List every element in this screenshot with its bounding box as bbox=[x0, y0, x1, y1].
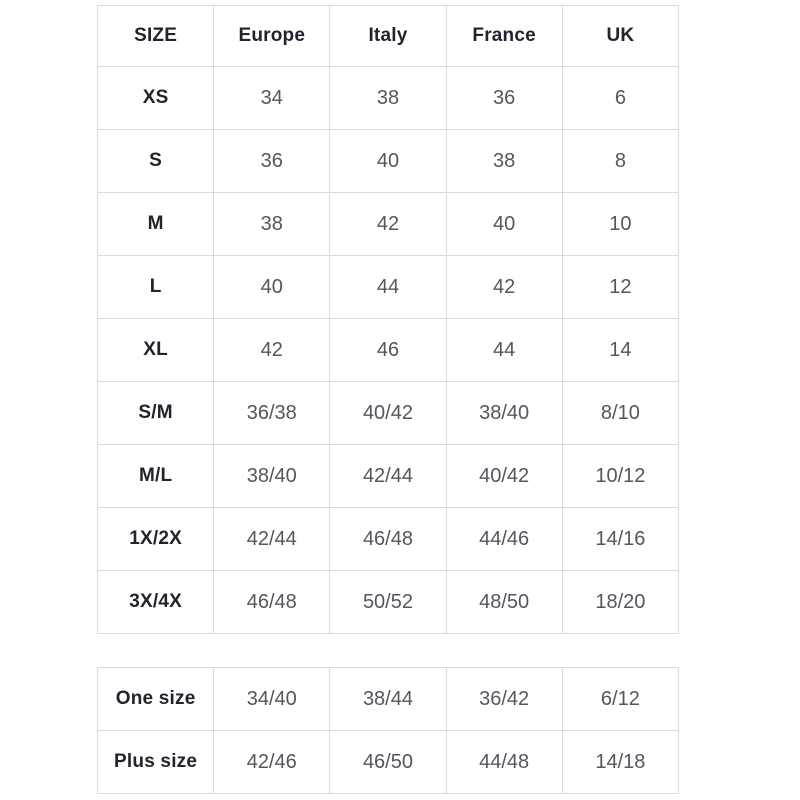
size-value-cell: 8 bbox=[562, 130, 678, 193]
size-table-header bbox=[98, 6, 679, 67]
size-value-cell: 18/20 bbox=[562, 571, 678, 634]
size-value-cell: 44/48 bbox=[446, 731, 562, 794]
size-value-cell: 14/18 bbox=[562, 731, 678, 794]
size-value-cell: 40/42 bbox=[446, 445, 562, 508]
size-value-cell: 38 bbox=[446, 130, 562, 193]
special-size-table-body bbox=[98, 668, 679, 794]
row-label-cell: One size bbox=[98, 668, 214, 731]
size-table-body bbox=[98, 67, 679, 634]
size-value-cell: 38/40 bbox=[214, 445, 330, 508]
size-conversion-table bbox=[97, 5, 679, 634]
table-row bbox=[98, 508, 679, 571]
size-value-cell: 44/46 bbox=[446, 508, 562, 571]
size-value-cell: 42/44 bbox=[330, 445, 446, 508]
row-label-cell: 3X/4X bbox=[98, 571, 214, 634]
size-tables-container bbox=[97, 5, 679, 794]
size-value-cell: 36/38 bbox=[214, 382, 330, 445]
size-value-cell: 8/10 bbox=[562, 382, 678, 445]
size-value-cell: 40 bbox=[330, 130, 446, 193]
row-label-cell: 1X/2X bbox=[98, 508, 214, 571]
row-label-cell: M bbox=[98, 193, 214, 256]
size-value-cell: 40/42 bbox=[330, 382, 446, 445]
size-value-cell: 38 bbox=[330, 67, 446, 130]
row-label-cell: Plus size bbox=[98, 731, 214, 794]
column-header: Europe bbox=[214, 6, 330, 67]
table-row bbox=[98, 130, 679, 193]
size-value-cell: 46/48 bbox=[214, 571, 330, 634]
row-label-cell: L bbox=[98, 256, 214, 319]
special-size-table bbox=[97, 667, 679, 794]
size-value-cell: 46/50 bbox=[330, 731, 446, 794]
size-value-cell: 34 bbox=[214, 67, 330, 130]
size-value-cell: 36 bbox=[446, 67, 562, 130]
size-value-cell: 44 bbox=[330, 256, 446, 319]
size-value-cell: 14/16 bbox=[562, 508, 678, 571]
size-value-cell: 46/48 bbox=[330, 508, 446, 571]
column-header: SIZE bbox=[98, 6, 214, 67]
row-label-cell: XL bbox=[98, 319, 214, 382]
row-label-cell: S/M bbox=[98, 382, 214, 445]
size-value-cell: 40 bbox=[446, 193, 562, 256]
column-header: UK bbox=[562, 6, 678, 67]
size-value-cell: 36/42 bbox=[446, 668, 562, 731]
size-value-cell: 40 bbox=[214, 256, 330, 319]
table-row bbox=[98, 193, 679, 256]
size-value-cell: 36 bbox=[214, 130, 330, 193]
size-value-cell: 44 bbox=[446, 319, 562, 382]
table-row bbox=[98, 67, 679, 130]
table-row bbox=[98, 319, 679, 382]
size-value-cell: 42 bbox=[214, 319, 330, 382]
size-value-cell: 38/40 bbox=[446, 382, 562, 445]
column-header: Italy bbox=[330, 6, 446, 67]
table-row bbox=[98, 382, 679, 445]
size-value-cell: 14 bbox=[562, 319, 678, 382]
table-row bbox=[98, 256, 679, 319]
table-row bbox=[98, 571, 679, 634]
size-value-cell: 12 bbox=[562, 256, 678, 319]
size-value-cell: 34/40 bbox=[214, 668, 330, 731]
row-label-cell: M/L bbox=[98, 445, 214, 508]
size-value-cell: 50/52 bbox=[330, 571, 446, 634]
size-value-cell: 6 bbox=[562, 67, 678, 130]
row-label-cell: XS bbox=[98, 67, 214, 130]
table-row bbox=[98, 668, 679, 731]
row-label-cell: S bbox=[98, 130, 214, 193]
size-value-cell: 38 bbox=[214, 193, 330, 256]
size-value-cell: 42 bbox=[330, 193, 446, 256]
size-value-cell: 38/44 bbox=[330, 668, 446, 731]
size-value-cell: 42/44 bbox=[214, 508, 330, 571]
size-value-cell: 10 bbox=[562, 193, 678, 256]
table-row bbox=[98, 731, 679, 794]
size-value-cell: 46 bbox=[330, 319, 446, 382]
size-value-cell: 42/46 bbox=[214, 731, 330, 794]
size-value-cell: 42 bbox=[446, 256, 562, 319]
size-value-cell: 48/50 bbox=[446, 571, 562, 634]
header-row bbox=[98, 6, 679, 67]
column-header: France bbox=[446, 6, 562, 67]
table-row bbox=[98, 445, 679, 508]
size-value-cell: 6/12 bbox=[562, 668, 678, 731]
size-value-cell: 10/12 bbox=[562, 445, 678, 508]
